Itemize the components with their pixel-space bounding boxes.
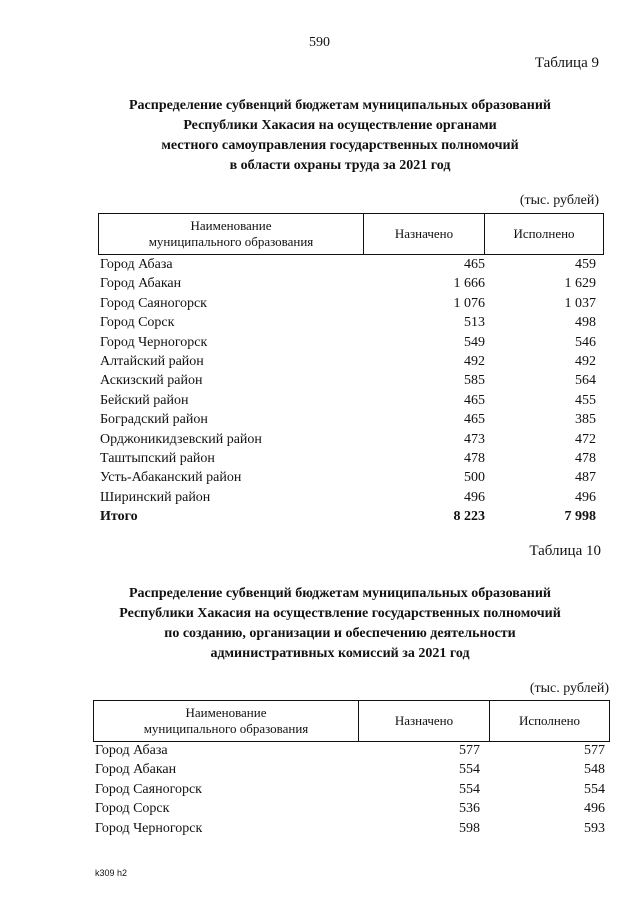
row-assigned: 465 [464,392,485,408]
row-assigned: 1 076 [453,295,485,311]
table-row [95,780,605,799]
table-9-units: (тыс. рублей) [519,193,599,208]
row-name: Бейский район [100,392,189,408]
title-line: по созданию, организации и обеспечению деятельности [164,626,516,641]
row-assigned: 554 [459,781,480,797]
row-name: Аскизский район [100,373,203,389]
header-name-cell [94,701,359,741]
row-name: Боградский район [100,412,208,428]
row-assigned: 465 [464,412,485,428]
row-executed: 478 [575,450,596,466]
table-row [100,410,596,429]
row-name: Город Сорск [95,801,170,817]
header-executed: Исполнено [518,713,581,728]
row-assigned: 496 [464,489,485,505]
row-name: Орджоникидзевский район [100,431,262,447]
table-row [100,468,596,487]
table-row [100,274,596,293]
row-assigned: 478 [464,450,485,466]
title-line: административных комиссий за 2021 год [210,646,470,661]
header-name-cell [99,214,364,254]
row-executed: 577 [584,743,605,758]
total-row [100,507,596,526]
row-assigned: 465 [464,257,485,272]
row-assigned: 492 [464,353,485,369]
row-name: Город Черногорск [95,820,203,836]
table-10-title [40,584,639,664]
row-assigned: 577 [459,743,480,758]
row-name: Город Саяногорск [95,781,202,797]
header-name-line2: муниципального образования [143,721,309,736]
page-number: 590 [309,35,330,50]
total-assigned: 8 223 [453,509,485,525]
table-9-title [40,96,639,176]
table-10-label: Таблица 10 [529,543,601,559]
row-executed: 1 037 [564,295,596,311]
row-assigned: 500 [464,470,485,486]
table-row [100,255,596,274]
total-label: Итого [100,509,138,525]
header-name-line1: Наименование [190,218,272,233]
footer-code: k309 h2 [95,868,128,878]
title-line: Распределение субвенций бюджетам муниципальных образований [129,586,551,601]
row-executed: 496 [575,489,596,505]
row-assigned: 1 666 [453,276,485,292]
title-line: Распределение субвенций бюджетам муниципальных образований [129,98,551,113]
row-executed: 546 [575,334,596,350]
row-assigned: 473 [464,431,485,447]
header-assigned: Назначено [359,701,490,741]
table-row [100,391,596,410]
row-name: Таштыпский район [100,450,215,466]
row-name: Город Абаза [95,743,168,758]
header-name-line2: муниципального образования [148,234,314,249]
row-executed: 459 [575,257,596,272]
row-name: Город Черногорск [100,334,208,350]
row-executed: 593 [584,820,605,836]
table-row [100,313,596,332]
row-assigned: 549 [464,334,485,350]
table-row [100,371,596,390]
row-name: Город Абакан [95,762,177,778]
row-executed: 487 [575,470,596,486]
row-executed: 385 [575,412,596,428]
table-row [100,352,596,371]
header-name-line1: Наименование [185,705,267,720]
row-executed: 548 [584,762,605,778]
table-row [95,741,605,760]
row-executed: 1 629 [564,276,596,292]
row-executed: 564 [575,373,596,389]
table-9-header [98,213,604,255]
table-row [100,488,596,507]
row-executed: 498 [575,315,596,331]
row-assigned: 585 [464,373,485,389]
row-assigned: 536 [459,801,480,817]
row-name: Город Саяногорск [100,295,207,311]
table-10-units: (тыс. рублей) [529,681,609,696]
row-name: Усть-Абаканский район [100,470,242,486]
row-name: Город Сорск [100,315,175,331]
header-assigned: Назначено [364,214,485,254]
title-line: в области охраны труда за 2021 год [229,158,451,173]
row-name: Алтайский район [100,353,204,369]
row-assigned: 554 [459,762,480,778]
table-10-header [93,700,610,742]
row-assigned: 513 [464,315,485,331]
title-line: местного самоуправления государственных полномочий [161,138,519,153]
row-executed: 455 [575,392,596,408]
table-row [100,294,596,313]
header-executed: Исполнено [513,226,575,241]
row-executed: 492 [575,353,596,369]
title-line: Республики Хакасия на осуществление органами [183,118,497,133]
table-row [100,449,596,468]
table-row [95,799,605,818]
total-executed: 7 998 [564,509,596,525]
title-line: Республики Хакасия на осуществление государственных полномочий [119,606,561,621]
row-executed: 496 [584,801,605,817]
row-name: Город Абаза [100,257,173,272]
row-executed: 554 [584,781,605,797]
table-9-body [100,255,596,526]
table-row [95,760,605,779]
row-assigned: 598 [459,820,480,836]
table-row [95,819,605,838]
row-executed: 472 [575,431,596,447]
row-name: Ширинский район [100,489,211,505]
table-row [100,430,596,449]
row-name: Город Абакан [100,276,182,292]
table-row [100,333,596,352]
table-10-body [95,741,605,838]
table-9-label: Таблица 9 [534,55,599,71]
